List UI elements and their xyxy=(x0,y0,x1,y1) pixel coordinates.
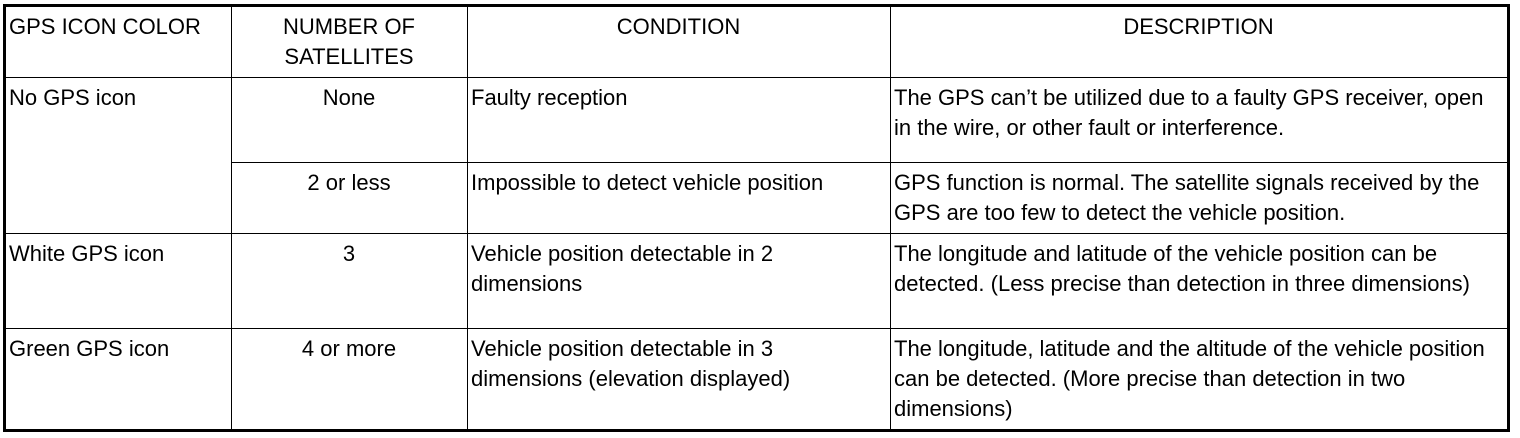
header-gps-icon-color: GPS ICON COLOR xyxy=(5,6,232,78)
header-description: DESCRIPTION xyxy=(891,6,1509,78)
cell-icon-color: Green GPS icon xyxy=(5,329,232,431)
cell-description: The GPS can’t be utilized due to a faulty GPS receiver, open in the wire, or other fault or interference. xyxy=(891,78,1509,163)
table-header-row xyxy=(5,6,1509,78)
cell-condition: Vehicle position detectable in 2 dimensions xyxy=(468,234,891,329)
cell-condition: Vehicle position detectable in 3 dimensions (elevation displayed) xyxy=(468,329,891,431)
gps-icon-table xyxy=(3,4,1510,432)
table-row xyxy=(5,234,1509,329)
header-condition: CONDITION xyxy=(468,6,891,78)
cell-icon-color: No GPS icon xyxy=(5,78,232,234)
header-number-of-satellites: NUMBER OF SATELLITES xyxy=(232,6,468,78)
table-row xyxy=(5,329,1509,431)
cell-description: The longitude and latitude of the vehicle position can be detected. (Less precise than detection in three dimensions) xyxy=(891,234,1509,329)
cell-description: GPS function is normal. The satellite signals received by the GPS are too few to detect the vehicle position. xyxy=(891,163,1509,234)
cell-condition: Impossible to detect vehicle position xyxy=(468,163,891,234)
cell-icon-color: White GPS icon xyxy=(5,234,232,329)
table-row xyxy=(5,78,1509,163)
cell-satellites: None xyxy=(232,78,468,163)
cell-condition: Faulty reception xyxy=(468,78,891,163)
cell-satellites: 2 or less xyxy=(232,163,468,234)
cell-satellites: 3 xyxy=(232,234,468,329)
cell-satellites: 4 or more xyxy=(232,329,468,431)
cell-description: The longitude, latitude and the altitude of the vehicle position can be detected. (More precise than detection in two dimensions) xyxy=(891,329,1509,431)
